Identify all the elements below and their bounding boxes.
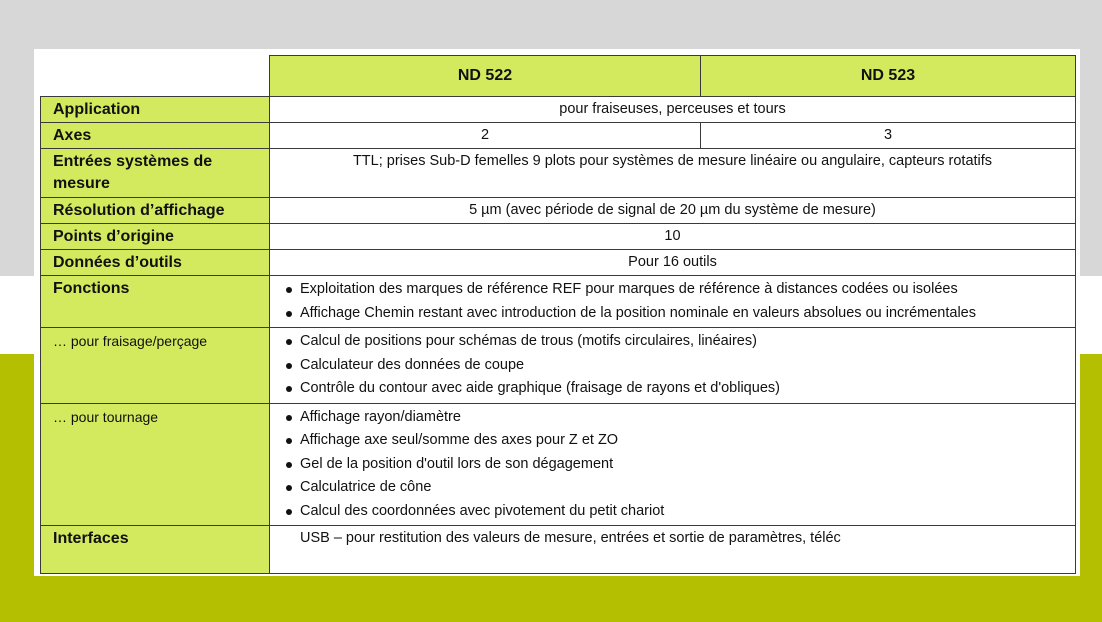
row-value-points-origine: 10 [270,224,1076,250]
column-header-nd523: ND 523 [701,56,1076,97]
spec-table [40,55,1076,574]
table-row [41,198,1076,224]
list-item: Affichage axe seul/somme des axes pour Z et ZO [284,429,1071,453]
table-row [41,526,1076,574]
fonctions-list [284,278,1071,325]
table-row [41,97,1076,123]
row-value-resolution: 5 µm (avec période de signal de 20 µm du système de mesure) [270,198,1076,224]
list-item: Affichage Chemin restant avec introduction de la position nominale en valeurs absolues ou incrémentales [284,302,1071,326]
row-value-tournage [270,403,1076,526]
table-row [41,149,1076,198]
table-row [41,224,1076,250]
row-value-axes-nd523: 3 [701,123,1076,149]
list-item: Gel de la position d'outil lors de son dégagement [284,453,1071,477]
row-label-donnees-outils: Données d’outils [41,250,270,276]
row-label-fraisage: … pour fraisage/perçage [41,328,270,404]
row-label-tournage: … pour tournage [41,403,270,526]
row-label-entrees: Entrées systèmes de mesure [41,149,270,198]
table-row [41,403,1076,526]
row-value-axes-nd522: 2 [270,123,701,149]
table-row [41,276,1076,328]
table-row [41,250,1076,276]
fraisage-list [284,330,1071,401]
list-item: Exploitation des marques de référence REF pour marques de référence à distances codées ou isolées [284,278,1071,302]
row-label-axes: Axes [41,123,270,149]
table-row [41,123,1076,149]
list-item: Calcul de positions pour schémas de trous (motifs circulaires, linéaires) [284,330,1071,354]
row-value-interfaces: USB – pour restitution des valeurs de mesure, entrées et sortie de paramètres, téléc [270,526,1076,574]
list-item: Contrôle du contour avec aide graphique (fraisage de rayons et d'obliques) [284,377,1071,401]
column-header-nd522: ND 522 [270,56,701,97]
row-value-application: pour fraiseuses, perceuses et tours [270,97,1076,123]
row-label-fonctions: Fonctions [41,276,270,328]
row-label-interfaces: Interfaces [41,526,270,574]
tournage-list [284,406,1071,524]
row-value-fonctions [270,276,1076,328]
row-label-points-origine: Points d’origine [41,224,270,250]
list-item: Calculateur des données de coupe [284,354,1071,378]
row-value-donnees-outils: Pour 16 outils [270,250,1076,276]
header-blank-cell [41,56,270,97]
row-label-application: Application [41,97,270,123]
table-row [41,328,1076,404]
list-item: Calcul des coordonnées avec pivotement du petit chariot [284,500,1071,524]
spec-panel [34,49,1080,576]
list-item: Calculatrice de cône [284,476,1071,500]
table-header-row [41,56,1076,97]
row-value-entrees: TTL; prises Sub-D femelles 9 plots pour systèmes de mesure linéaire ou angulaire, capteurs rotatifs [270,149,1076,198]
row-label-resolution: Résolution d’affichage [41,198,270,224]
row-value-fraisage [270,328,1076,404]
list-item: Affichage rayon/diamètre [284,406,1071,430]
